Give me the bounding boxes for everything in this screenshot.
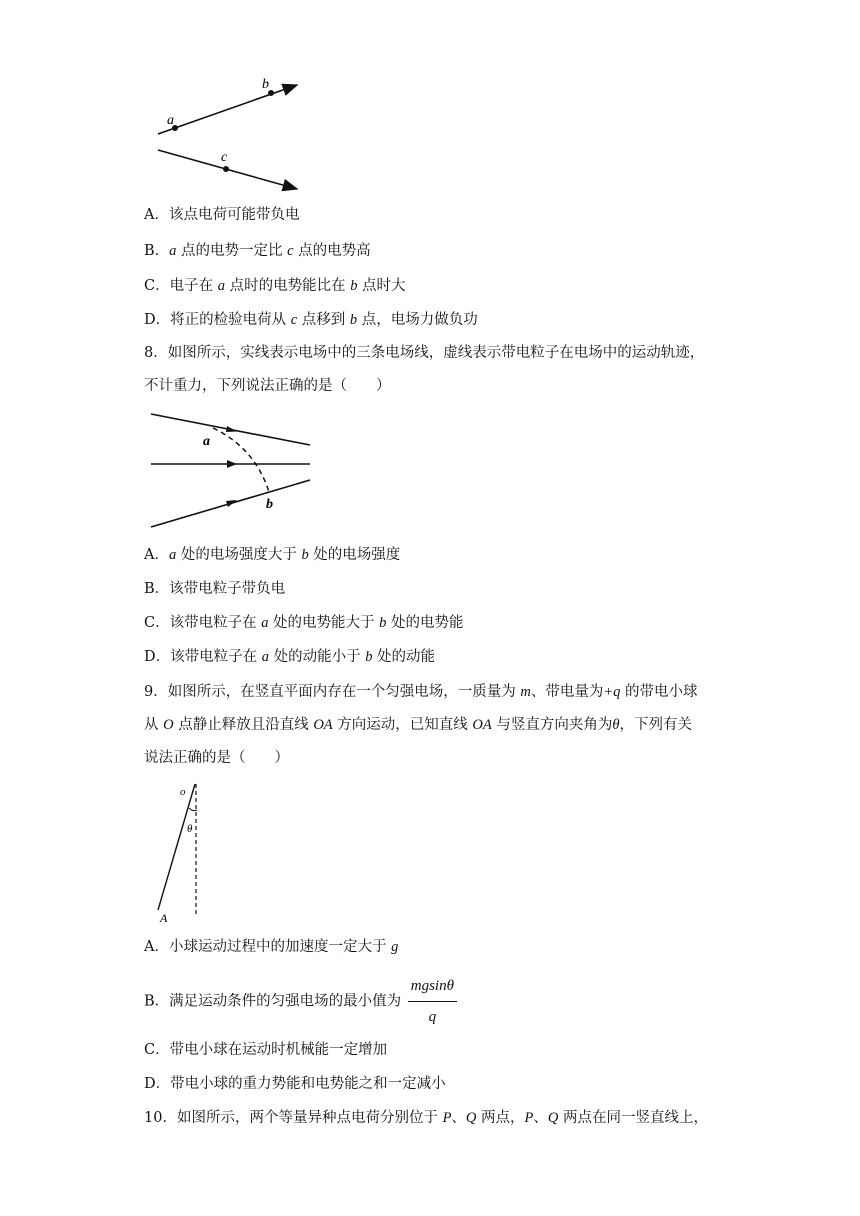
- q9-option-d: D．带电小球的重力势能和电势能之和一定减小: [144, 1076, 446, 1092]
- label-theta: θ: [187, 823, 193, 835]
- q8-stem-line1: 8．如图所示，实线表示电场中的三条电场线，虚线表示带电粒子在电场中的运动轨迹，: [144, 345, 705, 361]
- arrow-top: [226, 426, 237, 432]
- figure-field-lines-trajectory: [145, 408, 320, 533]
- label-b: b: [266, 497, 273, 512]
- label-b: b: [262, 77, 269, 92]
- q9-stem-line3: 说法正确的是（ ）: [144, 750, 289, 766]
- label-a: a: [203, 434, 210, 449]
- q10-stem-line1: 10．如图所示，两个等量异种点电荷分别位于 P、Q 两点，P、Q 两点在同一竖直线上，: [144, 1110, 708, 1126]
- fraction-min-field: [408, 973, 457, 1030]
- line-oa: [158, 784, 195, 910]
- figure-oa-line: [150, 778, 210, 926]
- q9-stem-line1: 9．如图所示，在竖直平面内存在一个匀强电场，一质量为 m、带电量为+q 的带电小球: [144, 684, 698, 700]
- label-A: A: [160, 911, 168, 925]
- q7-option-c: C．电子在 a 点时的电势能比在 b 点时大: [144, 278, 406, 294]
- q8-option-d: D．该带电粒子在 a 处的动能小于 b 处的动能: [144, 649, 436, 665]
- figure-field-lines-abc: [150, 70, 310, 200]
- label-a: a: [167, 113, 174, 128]
- q8-option-c: C．该带电粒子在 a 处的电势能大于 b 处的电势能: [144, 615, 464, 631]
- q7-option-d: D．将正的检验电荷从 c 点移到 b 点，电场力做负功: [144, 312, 478, 328]
- fraction-denominator: q: [428, 1009, 437, 1025]
- q9-option-a: A．小球运动过程中的加速度一定大于 g: [144, 939, 399, 955]
- q8-option-b: B．该带电粒子带负电: [144, 581, 286, 597]
- label-o: o: [180, 786, 186, 798]
- q9-option-c: C．带电小球在运动时机械能一定增加: [144, 1042, 388, 1058]
- arrow-middle: [227, 460, 237, 468]
- upper-field-line: [158, 85, 297, 134]
- point-c: [223, 166, 229, 172]
- q8-option-a: A．a 处的电场强度大于 b 处的电场强度: [144, 547, 401, 563]
- q9-option-b: B．满足运动条件的匀强电场的最小值为 $\frac{mgsin\theta}{q}$: [144, 973, 457, 1030]
- q8-stem-line2: 不计重力，下列说法正确的是（ ）: [144, 378, 391, 394]
- label-c: c: [221, 150, 228, 165]
- fraction-numerator: mgsinθ: [408, 973, 457, 1002]
- q7-option-b: B．a 点的电势一定比 c 点的电势高: [144, 243, 371, 259]
- trajectory-dashed: [213, 428, 269, 492]
- q9-stem-line2: 从 O 点静止释放且沿直线 OA 方向运动，已知直线 OA 与竖直方向夹角为θ，下列有关: [144, 717, 692, 733]
- arrow-bottom: [226, 500, 237, 507]
- q7-option-a: A．该点电荷可能带负电: [144, 207, 300, 223]
